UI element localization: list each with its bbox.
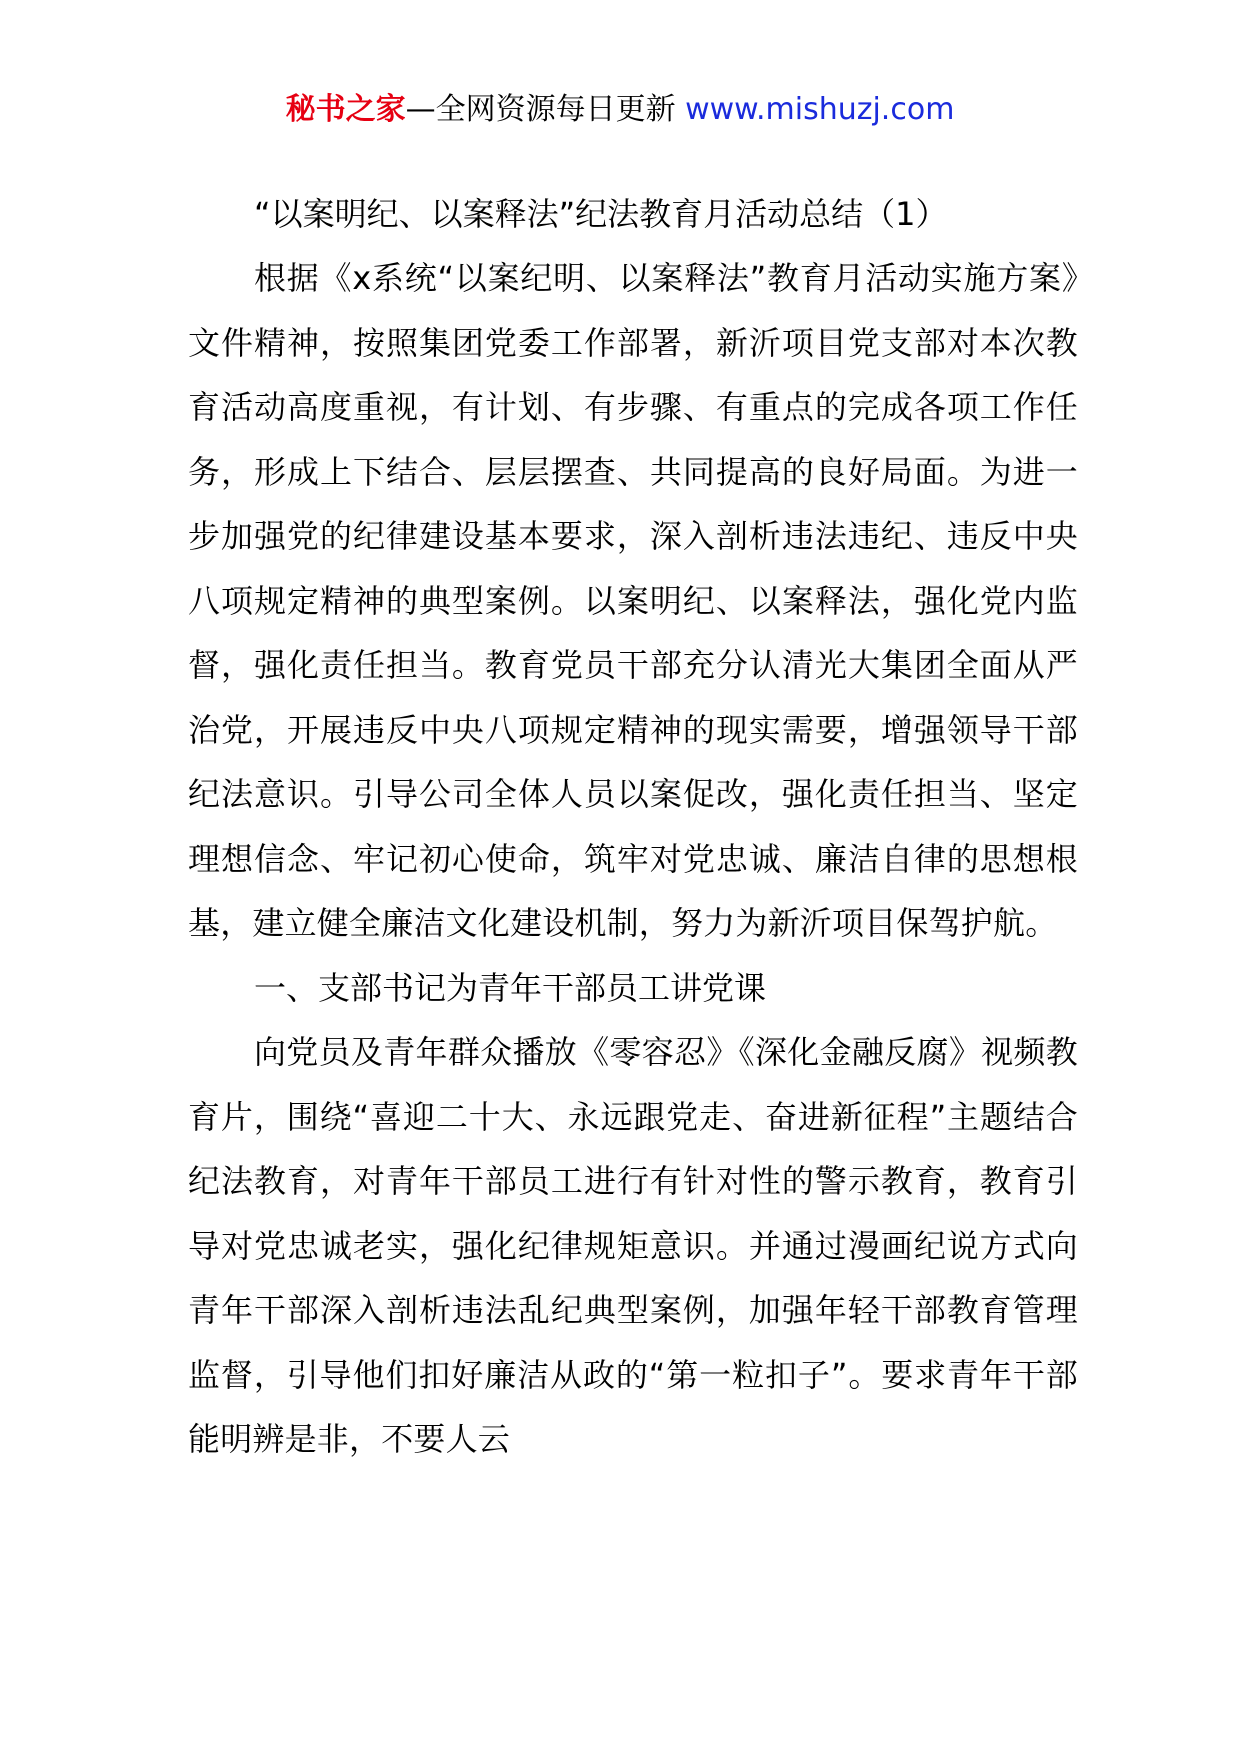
- header-tagline: —全网资源每日更新: [405, 92, 676, 127]
- site-url-link[interactable]: www.mishuzj.com: [675, 92, 955, 127]
- brand-name: 秘书之家: [285, 92, 406, 127]
- document-body: [188, 182, 1078, 1472]
- document-title: “以案明纪、以案释法”纪法教育月活动总结（1）: [254, 195, 948, 233]
- section-1-paragraph: 向党员及青年群众播放《零容忍》《深化金融反腐》视频教育片，围绕“喜迎二十大、永远跟党走、奋进新征程”主题结合纪法教育，对青年干部员工进行有针对性的警示教育，教育引导对党忠诚老实，强化纪律规矩意识。并通过漫画纪说方式向青年干部深入剖析违法乱纪典型案例，加强年轻干部教育管理监督，引导他们扣好廉洁从政的“第一粒扣子”。要求青年干部能明辨是非，不要人云: [188, 1033, 1078, 1458]
- site-header: [0, 88, 1240, 132]
- section-heading-1: 一、支部书记为青年干部员工讲党课: [254, 968, 767, 1007]
- intro-paragraph: 根据《x系统“以案纪明、以案释法”教育月活动实施方案》文件精神，按照集团党委工作部署，新沂项目党支部对本次教育活动高度重视，有计划、有步骤、有重点的完成各项工作任务，形成上下结合、层层摆查、共同提高的良好局面。为进一步加强党的纪律建设基本要求，深入剖析违法违纪、违反中央八项规定精神的典型案例。以案明纪、以案释法，强化党内监督，强化责任担当。教育党员干部充分认清光大集团全面从严治党，开展违反中央八项规定精神的现实需要，增强领导干部纪法意识。引导公司全体人员以案促改，强化责任担当、坚定理想信念、牢记初心使命，筑牢对党忠诚、廉洁自律的思想根基，建立健全廉洁文化建设机制，努力为新沂项目保驾护航。: [188, 259, 1078, 942]
